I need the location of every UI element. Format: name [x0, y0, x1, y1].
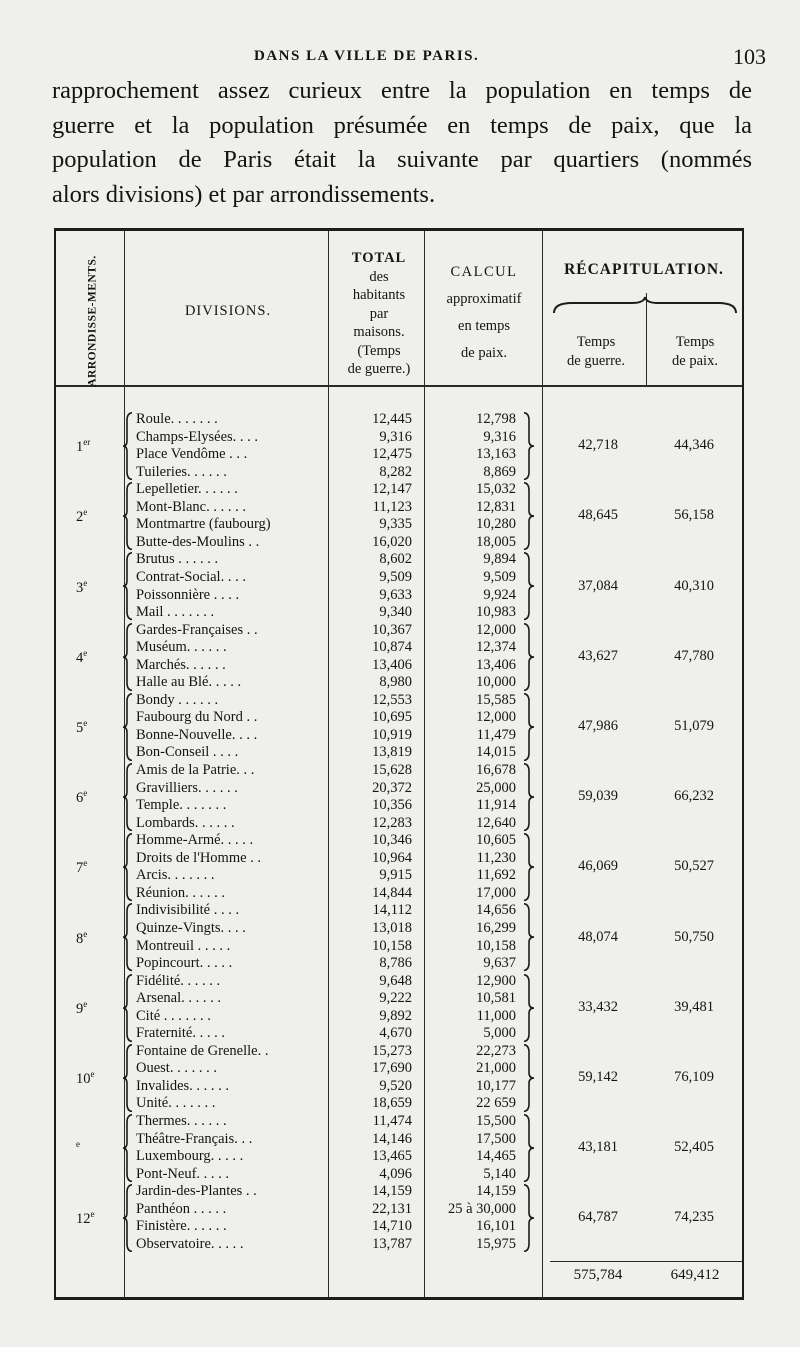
- recap-temps-guerre: 37,084: [578, 577, 618, 594]
- division-name: Faubourg du Nord . .: [136, 709, 258, 726]
- recap-temps-paix: 40,310: [674, 577, 714, 594]
- calcul-value: 10,983: [476, 604, 516, 621]
- table-row: [56, 832, 742, 850]
- table-row: [56, 850, 742, 868]
- division-name: Gravilliers. . . . . .: [136, 779, 238, 796]
- calcul-value: 8,869: [483, 463, 516, 480]
- header-recapitulation: RÉCAPITULATION.: [564, 261, 724, 278]
- calcul-value: 18,005: [476, 533, 516, 550]
- total-value: 22,131: [372, 1200, 412, 1217]
- division-name: Unité. . . . . . .: [136, 1095, 216, 1112]
- division-name: Thermes. . . . . .: [136, 1113, 227, 1129]
- recap-temps-paix: 44,346: [674, 437, 714, 454]
- recap-temps-paix: 50,527: [674, 858, 714, 875]
- calcul-value: 12,374: [476, 639, 516, 656]
- header-rule: [56, 385, 742, 387]
- calcul-value: 5,000: [483, 1025, 516, 1042]
- total-value: 17,690: [372, 1060, 412, 1077]
- intro-line: alors divisions) et par arrondissements.: [52, 180, 436, 208]
- table-row: [56, 1008, 742, 1026]
- table-row: [56, 499, 742, 517]
- total-value: 20,372: [372, 779, 412, 796]
- recap-temps-guerre: 59,039: [578, 788, 618, 805]
- total-value: 8,980: [379, 674, 412, 691]
- table-row: [56, 973, 742, 991]
- header-divisions: DIVISIONS.: [184, 303, 272, 319]
- recap-temps-paix: 56,158: [674, 507, 714, 524]
- table-row: [56, 639, 742, 657]
- calcul-value: 12,000: [476, 621, 516, 638]
- recap-temps-guerre: 48,074: [578, 928, 618, 945]
- table-row: [56, 481, 742, 499]
- recap-temps-paix: 66,232: [674, 788, 714, 805]
- calcul-value: 14,465: [476, 1148, 516, 1165]
- division-name: Homme-Armé. . . . .: [136, 832, 254, 849]
- population-table: [54, 228, 744, 1300]
- division-name: Réunion. . . . . .: [136, 884, 226, 901]
- total-value: 15,273: [372, 1042, 412, 1059]
- calcul-value: 16,299: [476, 919, 516, 936]
- division-name: Mail . . . . . . .: [136, 604, 215, 621]
- calcul-value: 11,914: [476, 797, 516, 814]
- calcul-value: 10,581: [476, 990, 516, 1007]
- calcul-value: 10,158: [476, 937, 516, 954]
- division-name: Panthéon . . . . .: [136, 1200, 227, 1217]
- arrondissement-label: e: [76, 1139, 80, 1150]
- total-value: 8,786: [379, 955, 412, 972]
- arrondissement-label: 9e: [76, 998, 88, 1017]
- total-value: 9,509: [379, 568, 412, 585]
- recap-temps-guerre: 46,069: [578, 858, 618, 875]
- total-value: 10,356: [372, 797, 412, 814]
- total-value: 10,695: [372, 709, 412, 726]
- table-row: [56, 1025, 742, 1043]
- table-row: [56, 867, 742, 885]
- division-name: Indivisibilité . . . .: [136, 902, 240, 919]
- calcul-value: 5,140: [483, 1165, 516, 1182]
- header-temps-paix: Temps de paix.: [672, 334, 718, 369]
- total-value: 12,283: [372, 814, 412, 831]
- total-temps-paix: 649,412: [670, 1267, 720, 1283]
- calcul-value: 21,000: [476, 1060, 516, 1077]
- division-name: Brutus . . . . . .: [136, 551, 219, 568]
- calcul-value: 9,924: [483, 586, 516, 603]
- total-value: 10,964: [372, 849, 412, 866]
- division-name: Quinze-Vingts. . . .: [136, 919, 246, 936]
- recap-temps-guerre: 42,718: [578, 437, 618, 454]
- total-value: 15,628: [372, 762, 412, 778]
- division-name: Poissonnière . . . .: [136, 586, 240, 603]
- recap-temps-paix: 47,780: [674, 647, 714, 664]
- total-value: 9,335: [379, 516, 412, 533]
- intro-line: guerre et la population présumée en temps de paix, que la: [52, 111, 752, 139]
- division-name: Gardes-Françaises . .: [136, 621, 258, 638]
- recap-temps-guerre: 48,645: [578, 507, 618, 524]
- calcul-value: 9,316: [483, 428, 516, 445]
- total-value: 13,787: [372, 1235, 412, 1252]
- total-value: 9,340: [379, 604, 412, 621]
- recap-temps-paix: 74,235: [674, 1209, 714, 1226]
- division-name: Fontaine de Grenelle. .: [136, 1042, 269, 1059]
- calcul-value: 11,000: [476, 1007, 516, 1024]
- calcul-value: 10,000: [476, 674, 516, 691]
- division-name: Mont-Blanc. . . . . .: [136, 498, 246, 515]
- intro-line: rapprochement assez curieux entre la population en temps de: [52, 77, 752, 104]
- division-name: Muséum. . . . . .: [136, 639, 227, 656]
- division-name: Amis de la Patrie. . .: [136, 762, 255, 778]
- header-arrondissements: ARRONDISSE-MENTS.: [86, 255, 99, 387]
- total-temps-guerre: 575,784: [573, 1267, 623, 1283]
- division-name: Popincourt. . . . .: [136, 955, 233, 972]
- table-row: [56, 727, 742, 745]
- table-row: [56, 464, 742, 482]
- recap-temps-guerre: 59,142: [578, 1068, 618, 1085]
- intro-paragraph: [52, 74, 752, 212]
- division-name: Lepelletier. . . . . .: [136, 481, 238, 498]
- total-value: 14,844: [372, 884, 412, 901]
- arrondissement-label: 10e: [76, 1068, 95, 1087]
- total-value: 9,892: [379, 1007, 412, 1024]
- recap-temps-guerre: 43,627: [578, 647, 618, 664]
- table-row: [56, 744, 742, 762]
- division-name: Observatoire. . . . .: [136, 1235, 244, 1252]
- calcul-value: 17,000: [476, 884, 516, 901]
- recap-temps-paix: 51,079: [674, 717, 714, 734]
- table-row: [56, 920, 742, 938]
- table-row: [56, 587, 742, 605]
- arrondissement-label: 1er: [76, 437, 91, 455]
- division-name: Finistère. . . . . .: [136, 1218, 227, 1235]
- division-name: Arsenal. . . . . .: [136, 990, 221, 1007]
- arrondissement-label: 8e: [76, 928, 88, 947]
- total-value: 13,018: [372, 919, 412, 936]
- running-head: [54, 44, 766, 70]
- calcul-value: 12,798: [476, 411, 516, 427]
- header-total: TOTAL des habitants par maisons. (Temps de guerre.): [347, 250, 411, 377]
- total-value: 14,710: [372, 1218, 412, 1235]
- header-temps-guerre: Temps de guerre.: [567, 334, 625, 369]
- calcul-value: 15,032: [476, 481, 516, 498]
- arrondissement-label: 7e: [76, 858, 88, 877]
- recap-temps-guerre: 33,432: [578, 998, 618, 1015]
- table-row: [56, 604, 742, 622]
- calcul-value: 22 659: [476, 1095, 516, 1112]
- table-row: [56, 1218, 742, 1236]
- calcul-value: 16,678: [476, 762, 516, 778]
- total-value: 8,602: [379, 551, 412, 568]
- total-value: 12,147: [372, 481, 412, 498]
- table-row: [56, 411, 742, 429]
- arrondissement-label: 3e: [76, 577, 88, 596]
- division-name: Contrat-Social. . . .: [136, 568, 246, 585]
- table-row: [56, 1131, 742, 1149]
- calcul-value: 15,500: [476, 1113, 516, 1129]
- calcul-value: 9,894: [483, 551, 516, 568]
- table-row: [56, 1078, 742, 1096]
- table-row: [56, 446, 742, 464]
- calcul-value: 25 à 30,000: [447, 1200, 516, 1217]
- arrondissement-label: 4e: [76, 647, 88, 666]
- division-name: Fraternité. . . . .: [136, 1025, 225, 1042]
- page-number: 103: [733, 44, 766, 69]
- total-value: 18,659: [372, 1095, 412, 1112]
- table-row: [56, 938, 742, 956]
- calcul-value: 14,656: [476, 902, 516, 919]
- calcul-value: 9,637: [483, 955, 516, 972]
- header-brace: [552, 295, 738, 317]
- total-value: 10,919: [372, 726, 412, 743]
- division-name: Montmartre (faubourg): [136, 516, 271, 533]
- total-value: 13,819: [372, 744, 412, 761]
- table-row: [56, 1060, 742, 1078]
- division-name: Arcis. . . . . . .: [136, 867, 215, 884]
- table-row: [56, 674, 742, 692]
- division-name: Halle au Blé. . . . .: [136, 674, 242, 691]
- header-calcul: CALCUL approximatif en temps de paix.: [446, 264, 522, 361]
- table-row: [56, 1201, 742, 1219]
- total-value: 13,465: [372, 1148, 412, 1165]
- division-name: Théâtre-Français. . .: [136, 1130, 253, 1147]
- total-value: 10,346: [372, 832, 412, 849]
- recap-temps-guerre: 47,986: [578, 717, 618, 734]
- table-row: [56, 780, 742, 798]
- total-value: 9,915: [379, 867, 412, 884]
- division-name: Marchés. . . . . .: [136, 656, 226, 673]
- calcul-value: 12,640: [476, 814, 516, 831]
- total-value: 10,874: [372, 639, 412, 656]
- calcul-value: 9,509: [483, 568, 516, 585]
- total-value: 4,670: [379, 1025, 412, 1042]
- table-row: [56, 692, 742, 710]
- arrondissement-label: 2e: [76, 507, 88, 526]
- total-value: 8,282: [379, 463, 412, 480]
- table-row: [56, 657, 742, 675]
- table-row: [56, 1043, 742, 1061]
- table-row: [56, 534, 742, 552]
- division-name: Temple. . . . . . .: [136, 797, 227, 814]
- total-value: 9,316: [379, 428, 412, 445]
- division-name: Tuileries. . . . . .: [136, 463, 227, 480]
- recap-temps-guerre: 64,787: [578, 1209, 618, 1226]
- total-value: 9,648: [379, 972, 412, 989]
- table-row: [56, 551, 742, 569]
- recap-temps-paix: 39,481: [674, 998, 714, 1015]
- total-value: 12,475: [372, 446, 412, 463]
- calcul-value: 11,479: [476, 726, 516, 743]
- division-name: Bondy . . . . . .: [136, 691, 219, 708]
- table-row: [56, 902, 742, 920]
- division-name: Cité . . . . . . .: [136, 1007, 211, 1024]
- calcul-value: 13,163: [476, 446, 516, 463]
- recap-temps-paix: 52,405: [674, 1139, 714, 1156]
- total-value: 11,123: [372, 498, 412, 515]
- table-row: [56, 990, 742, 1008]
- calcul-value: 12,831: [476, 498, 516, 515]
- division-name: Champs-Elysées. . . .: [136, 428, 259, 445]
- table-row: [56, 955, 742, 973]
- total-value: 4,096: [379, 1165, 412, 1182]
- division-name: Invalides. . . . . .: [136, 1077, 230, 1094]
- table-row: [56, 815, 742, 833]
- total-value: 9,222: [379, 990, 412, 1007]
- total-value: 13,406: [372, 656, 412, 673]
- recap-temps-paix: 50,750: [674, 928, 714, 945]
- calcul-value: 15,585: [476, 691, 516, 708]
- total-value: 9,520: [379, 1077, 412, 1094]
- table-row: [56, 622, 742, 640]
- total-value: 14,112: [372, 902, 412, 919]
- table-row: [56, 516, 742, 534]
- table-row: [56, 429, 742, 447]
- intro-line: population de Paris était la suivante par quartiers (nommés: [52, 146, 752, 173]
- division-name: Butte-des-Moulins . .: [136, 533, 260, 550]
- division-name: Jardin-des-Plantes . .: [136, 1183, 257, 1200]
- calcul-value: 13,406: [476, 656, 516, 673]
- table-row: [56, 569, 742, 587]
- calcul-value: 12,900: [476, 972, 516, 989]
- table-row: [56, 709, 742, 727]
- arrondissement-label: 12e: [76, 1209, 95, 1228]
- division-name: Roule. . . . . . .: [136, 411, 218, 427]
- table-row: [56, 1113, 742, 1131]
- calcul-value: 10,280: [476, 516, 516, 533]
- calcul-value: 17,500: [476, 1130, 516, 1147]
- calcul-value: 12,000: [476, 709, 516, 726]
- arrondissement-label: 5e: [76, 717, 88, 736]
- calcul-value: 10,605: [476, 832, 516, 849]
- calcul-value: 14,159: [476, 1183, 516, 1200]
- recap-temps-paix: 76,109: [674, 1068, 714, 1085]
- total-value: 14,146: [372, 1130, 412, 1147]
- table-row: [56, 1148, 742, 1166]
- division-name: Place Vendôme . . .: [136, 446, 248, 463]
- division-name: Fidélité. . . . . .: [136, 972, 221, 989]
- division-name: Lombards. . . . . .: [136, 814, 235, 831]
- calcul-value: 15,975: [476, 1235, 516, 1252]
- arrondissement-label: 6e: [76, 788, 88, 806]
- calcul-value: 25,000: [476, 779, 516, 796]
- total-value: 14,159: [372, 1183, 412, 1200]
- table-row: [56, 885, 742, 903]
- total-value: 12,445: [372, 411, 412, 427]
- calcul-value: 16,101: [476, 1218, 516, 1235]
- division-name: Bon-Conseil . . . .: [136, 744, 239, 761]
- total-value: 10,158: [372, 937, 412, 954]
- division-name: Pont-Neuf. . . . .: [136, 1165, 230, 1182]
- totals-rule: [550, 1261, 742, 1262]
- table-row: [56, 762, 742, 780]
- total-value: 12,553: [372, 691, 412, 708]
- table-row: [56, 1236, 742, 1254]
- total-value: 16,020: [372, 533, 412, 550]
- total-value: 11,474: [372, 1113, 412, 1129]
- total-value: 10,367: [372, 621, 412, 638]
- calcul-value: 14,015: [476, 744, 516, 761]
- running-title: DANS LA VILLE DE PARIS.: [254, 48, 480, 64]
- calcul-value: 11,230: [476, 849, 516, 866]
- division-name: Bonne-Nouvelle. . . .: [136, 726, 258, 743]
- division-name: Droits de l'Homme . .: [136, 849, 262, 866]
- calcul-value: 22,273: [476, 1042, 516, 1059]
- division-name: Ouest. . . . . . .: [136, 1060, 217, 1077]
- table-row: [56, 1166, 742, 1184]
- division-name: Luxembourg. . . . .: [136, 1148, 244, 1165]
- division-name: Montreuil . . . . .: [136, 937, 231, 954]
- calcul-value: 11,692: [476, 867, 516, 884]
- recap-temps-guerre: 43,181: [578, 1139, 618, 1156]
- total-value: 9,633: [379, 586, 412, 603]
- table-row: [56, 797, 742, 815]
- calcul-value: 10,177: [476, 1077, 516, 1094]
- table-row: [56, 1183, 742, 1201]
- table-row: [56, 1095, 742, 1113]
